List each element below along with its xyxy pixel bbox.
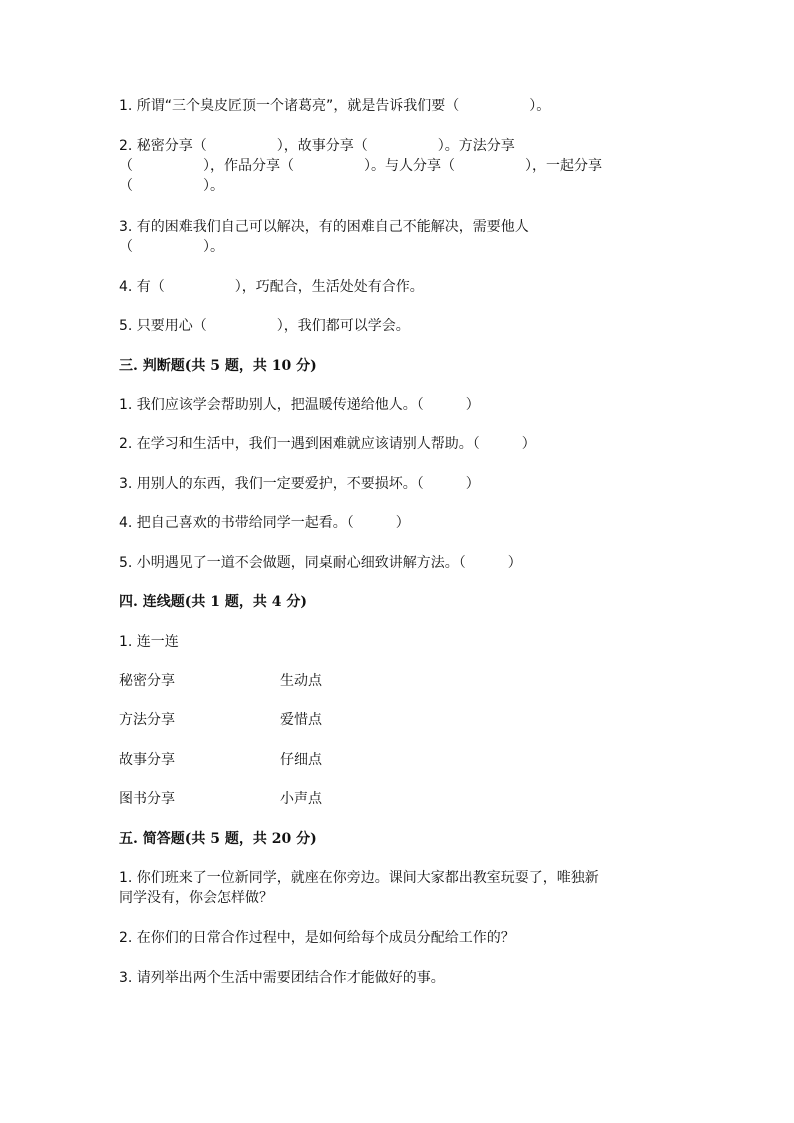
fill-question-5: 5. 只要用心（ ），我们都可以学会。 <box>119 318 410 334</box>
matching-right-item: 小声点 <box>280 791 322 807</box>
fill-question-1-line-1: 1. 所谓“三个臭皮匠顶一个诸葛亮”，就是告诉我们要（ ）。 <box>119 98 551 114</box>
fill-question-3-line-1: 3. 有的困难我们自己可以解决，有的困难自己不能解决，需要他人 <box>119 219 529 235</box>
matching-left-item: 秘密分享 <box>119 673 175 689</box>
judge-question-1: 1. 我们应该学会帮助别人，把温暖传递给他人。（ ） <box>119 397 480 413</box>
fill-question-4: 4. 有（ ），巧配合，生活处处有合作。 <box>119 279 424 295</box>
judge-question-5: 5. 小明遇见了一道不会做题，同桌耐心细致讲解方法。（ ） <box>119 555 522 571</box>
short-answer-3: 3. 请列举出两个生活中需要团结合作才能做好的事。 <box>119 970 445 986</box>
section5-title: 五. 简答题(共 5 题，共 20 分) <box>119 831 317 847</box>
matching-question: 1. 连一连 <box>119 634 179 650</box>
matching-left-item: 方法分享 <box>119 712 175 728</box>
section4-title: 四. 连线题(共 1 题，共 4 分) <box>119 594 307 610</box>
fill-question-2-line-2: （ ），作品分享（ ）。与人分享（ ），一起分享 <box>119 158 602 174</box>
judge-question-4: 4. 把自己喜欢的书带给同学一起看。（ ） <box>119 515 410 531</box>
judge-question-2: 2. 在学习和生活中，我们一遇到困难就应该请别人帮助。（ ） <box>119 436 536 452</box>
matching-right-item: 仔细点 <box>280 752 322 768</box>
section3-title: 三. 判断题(共 5 题，共 10 分) <box>119 358 317 374</box>
matching-left-item: 图书分享 <box>119 791 175 807</box>
fill-question-2-line-3: （ ）。 <box>119 178 224 194</box>
short-answer-1-line-1: 1. 你们班来了一位新同学，就座在你旁边。课间大家都出教室玩耍了，唯独新 <box>119 870 599 886</box>
fill-question-2-line-1: 2. 秘密分享（ ），故事分享（ ）。方法分享 <box>119 138 515 154</box>
matching-right-item: 爱惜点 <box>280 712 322 728</box>
judge-question-3: 3. 用别人的东西，我们一定要爱护，不要损坏。（ ） <box>119 476 480 492</box>
matching-right-item: 生动点 <box>280 673 322 689</box>
short-answer-2: 2. 在你们的日常合作过程中，是如何给每个成员分配给工作的？ <box>119 930 515 946</box>
short-answer-1-line-2: 同学没有，你会怎样做？ <box>119 890 273 906</box>
matching-left-item: 故事分享 <box>119 752 175 768</box>
fill-question-3-line-2: （ ）。 <box>119 239 224 255</box>
